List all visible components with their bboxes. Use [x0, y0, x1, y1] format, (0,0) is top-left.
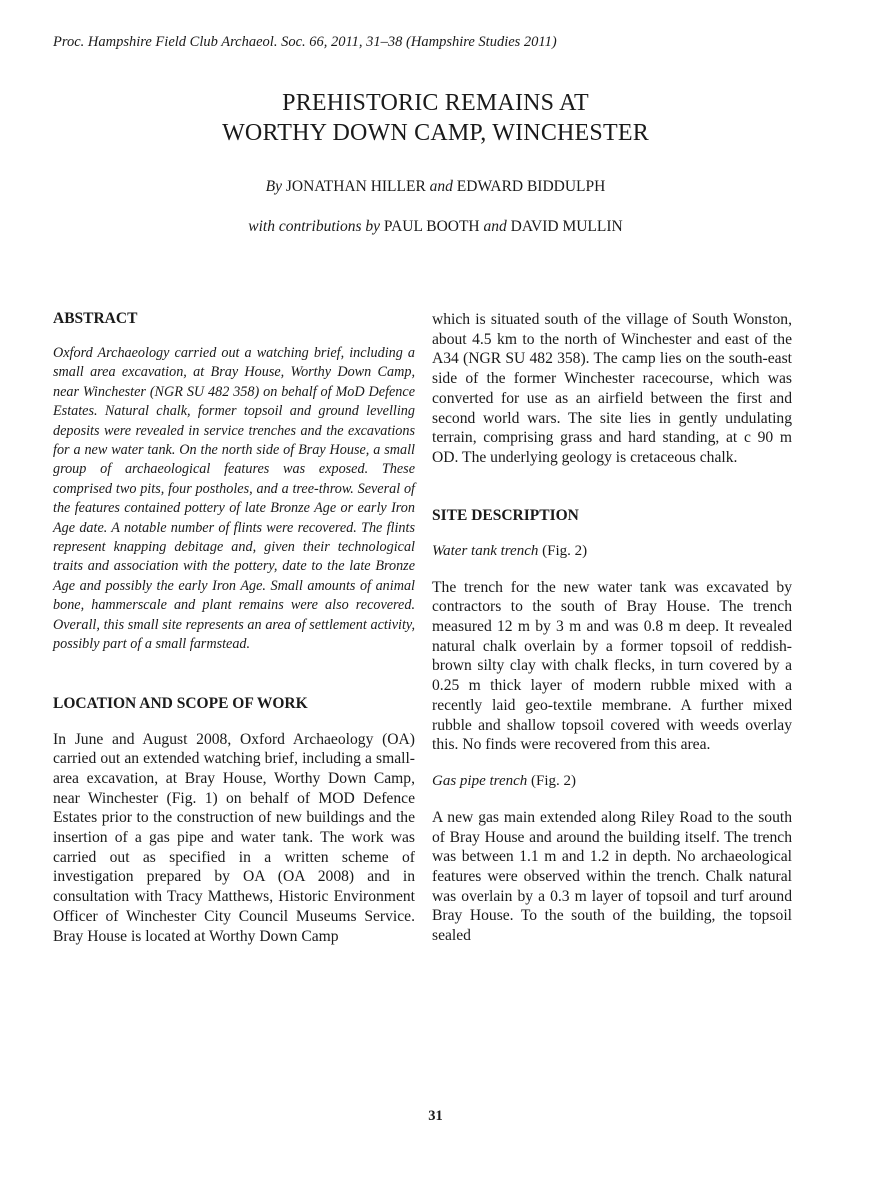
gas-pipe-title: Gas pipe trench [432, 772, 528, 789]
gas-pipe-subheading [432, 773, 792, 790]
location-text: In June and August 2008, Oxford Archaeology (OA) carried out an extended watching brief, including a small-area excavation, at Bray House, Worthy Down Camp, near Winchester (Fig. 1) on behalf of MOD Defence Estates prior to the construction of new buildings and the insertion of a gas pipe and water tank. The work was carried out as specified in a written scheme of investigation prepared by OA (OA 2008) and in consultation with Tracy Matthews, Historic Environment Officer of Winchester City Council Museums Service. Bray House is located at Worthy Down Camp [53, 730, 415, 945]
contributors-prefix: with contributions by [248, 218, 381, 235]
site-description-heading: SITE DESCRIPTION [432, 506, 579, 524]
byline-by: By [265, 178, 282, 195]
page-number: 31 [428, 1108, 443, 1124]
article-title-line-2: WORTHY DOWN CAMP, WINCHESTER [222, 120, 649, 146]
water-tank-title: Water tank trench [432, 542, 539, 559]
contributor-1: PAUL BOOTH [383, 218, 480, 235]
gas-pipe-text: A new gas main extended along Riley Road to the south of Bray House and around the building itself. The trench was between 1.1 m and 1.2 in depth. No archaeological features were observed within the trench. Chalk natural was overlain by a 0.3 m layer of topsoil and turf around Bray House. To the south of the building, the topsoil sealed [432, 808, 792, 945]
continuation-text: which is situated south of the village of South Wonston, about 4.5 km to the north of Winchester and east of the A34 (NGR SU 482 358). The camp lies on the south-east side of the former Winchester racecourse, which was converted for use as an airfield between the first and second world wars. The site lies in gently undulating terrain, comprising grass and hard standing, at c 90 m OD. The underlying geology is cretaceous chalk. [432, 311, 792, 466]
abstract-text: Oxford Archaeology carried out a watching brief, including a small area excavation, at Bray House, Worthy Down Camp, near Winchester (NGR SU 482 358) on behalf of MoD Defence Estates. Natural chalk, former topsoil and ground levelling deposits were revealed in service trenches and the excavations for a new water tank. On the north side of Bray House, a small group of archaeological features was exposed. These comprised two pits, four postholes, and a tree-throw. Several of the features contained pottery of late Bronze Age or early Iron Age date. A notable number of flints were recovered. The flints represent knapping debitage and, given their technological traits and association with the pottery, date to the late Bronze Age and possibly the early Iron Age. Small amounts of animal bone, hammerscale and plant remains were also recovered. Overall, this small site represents an area of settlement activity, possibly part of a small farmstead. [53, 345, 415, 653]
author-2: EDWARD BIDDULPH [456, 178, 606, 195]
byline-and: and [429, 178, 453, 195]
right-column [432, 310, 792, 946]
water-tank-text: The trench for the new water tank was excavated by contractors to the south of Bray House. The trench measured 12 m by 3 m and was 0.8 m deep. It revealed natural chalk overlain by a former topsoil of reddish-brown silty clay with chalk flecks, in turn covered by a 0.25 m thick layer of modern rubble mixed with a recently laid geo-textile membrane. A further mixed rubble and shallow topsoil covered with weeds overlay this. No finds were recovered from this area. [432, 578, 792, 754]
location-heading: LOCATION AND SCOPE OF WORK [53, 694, 308, 712]
gas-pipe-figure-ref: (Fig. 2) [531, 772, 577, 789]
author-1: JONATHAN HILLER [285, 178, 426, 195]
contributors-byline [0, 218, 871, 236]
contributor-2: DAVID MULLIN [510, 218, 623, 235]
left-column [53, 310, 415, 946]
author-byline [0, 178, 871, 196]
abstract-heading: ABSTRACT [53, 310, 138, 327]
contributors-and: and [483, 218, 507, 235]
running-head: Proc. Hampshire Field Club Archaeol. Soc. 66, 2011, 31–38 (Hampshire Studies 2011) [53, 34, 557, 50]
article-title-line-1: PREHISTORIC REMAINS AT [282, 90, 589, 116]
water-tank-subheading [432, 543, 792, 560]
water-tank-figure-ref: (Fig. 2) [542, 542, 588, 559]
